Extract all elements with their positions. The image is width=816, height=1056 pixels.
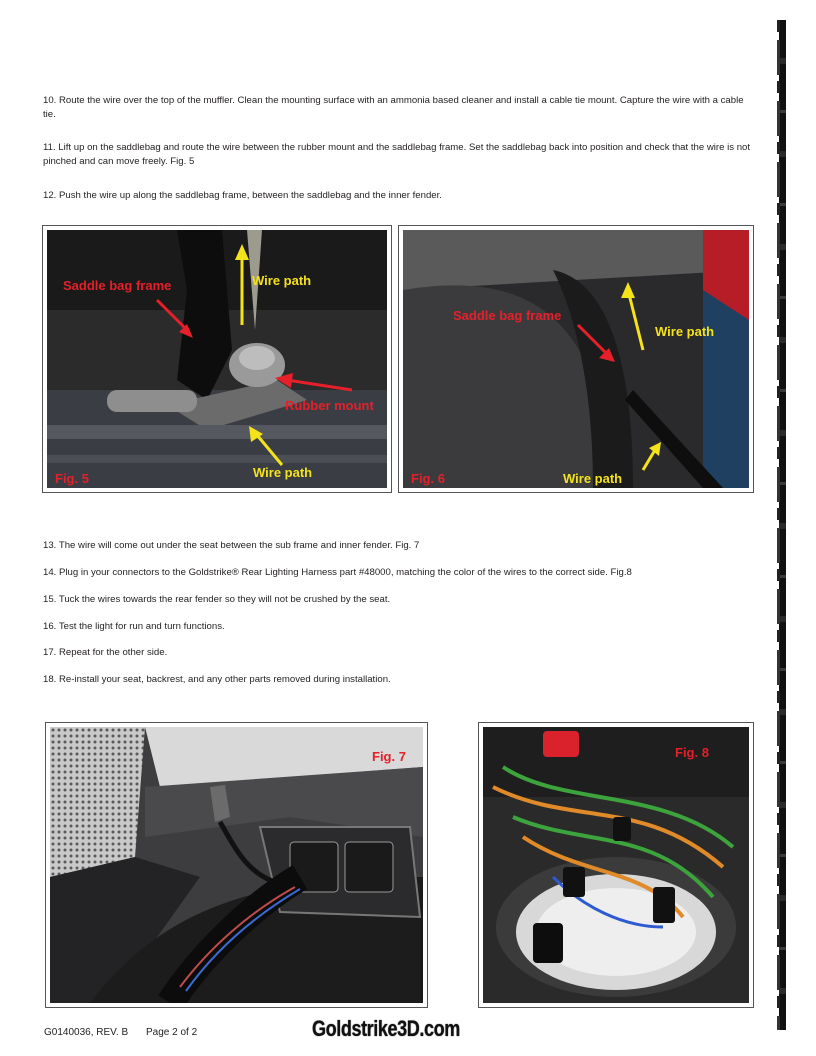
page-number: Page 2 of 2 <box>146 1027 198 1038</box>
fig5-label-wire-path-bottom: Wire path <box>253 465 313 480</box>
step-10: 10. Route the wire over the top of the muffler. Clean the mounting surface with an ammonia based cleaner and install a cable tie mount. Capture the wire with a cable tie. <box>43 95 744 120</box>
step-12: 12. Push the wire up along the saddlebag frame, between the saddlebag and the inner fender. <box>43 190 442 201</box>
fig6-label-wire-path-top: Wire path <box>655 324 715 339</box>
brand-logo: Goldstrike3D.com <box>312 1016 460 1041</box>
step-17: 17. Repeat for the other side. <box>43 647 168 658</box>
fig6-label-saddle-bag-frame: Saddle bag frame <box>453 308 562 323</box>
step-14: 14. Plug in your connectors to the Goldstrike® Rear Lighting Harness part #48000, matching the color of the wires to the correct side. Fig.8 <box>43 567 632 578</box>
fig6-caption: Fig. 6 <box>411 471 445 486</box>
figure-7-photo <box>45 722 428 1008</box>
step-13: 13. The wire will come out under the seat between the sub frame and inner fender. Fig. 7 <box>43 540 420 551</box>
fig5-label-rubber-mount: Rubber mount <box>285 398 374 413</box>
torn-edge-decoration <box>779 20 786 1030</box>
fig5-label-saddle-bag-frame: Saddle bag frame <box>63 278 172 293</box>
fig5-caption: Fig. 5 <box>55 471 89 486</box>
document-id: G0140036, REV. B <box>44 1027 129 1038</box>
fig8-caption: Fig. 8 <box>675 745 709 760</box>
step-15: 15. Tuck the wires towards the rear fender so they will not be crushed by the seat. <box>43 594 391 605</box>
step-18: 18. Re-install your seat, backrest, and any other parts removed during installation. <box>43 674 391 685</box>
step-11: 11. Lift up on the saddlebag and route the wire between the rubber mount and the saddlebag frame. Set the saddlebag back into position and check that the wire is not pinched and can move freely. Fig. 5 <box>43 142 751 167</box>
figure-8-photo <box>478 722 754 1008</box>
fig5-label-wire-path-top: Wire path <box>252 273 312 288</box>
step-16: 16. Test the light for run and turn functions. <box>43 621 225 632</box>
figure-5-photo <box>42 225 392 493</box>
fig6-label-wire-path-bottom: Wire path <box>563 471 623 486</box>
figure-6-photo <box>398 225 754 493</box>
fig7-caption: Fig. 7 <box>372 749 406 764</box>
